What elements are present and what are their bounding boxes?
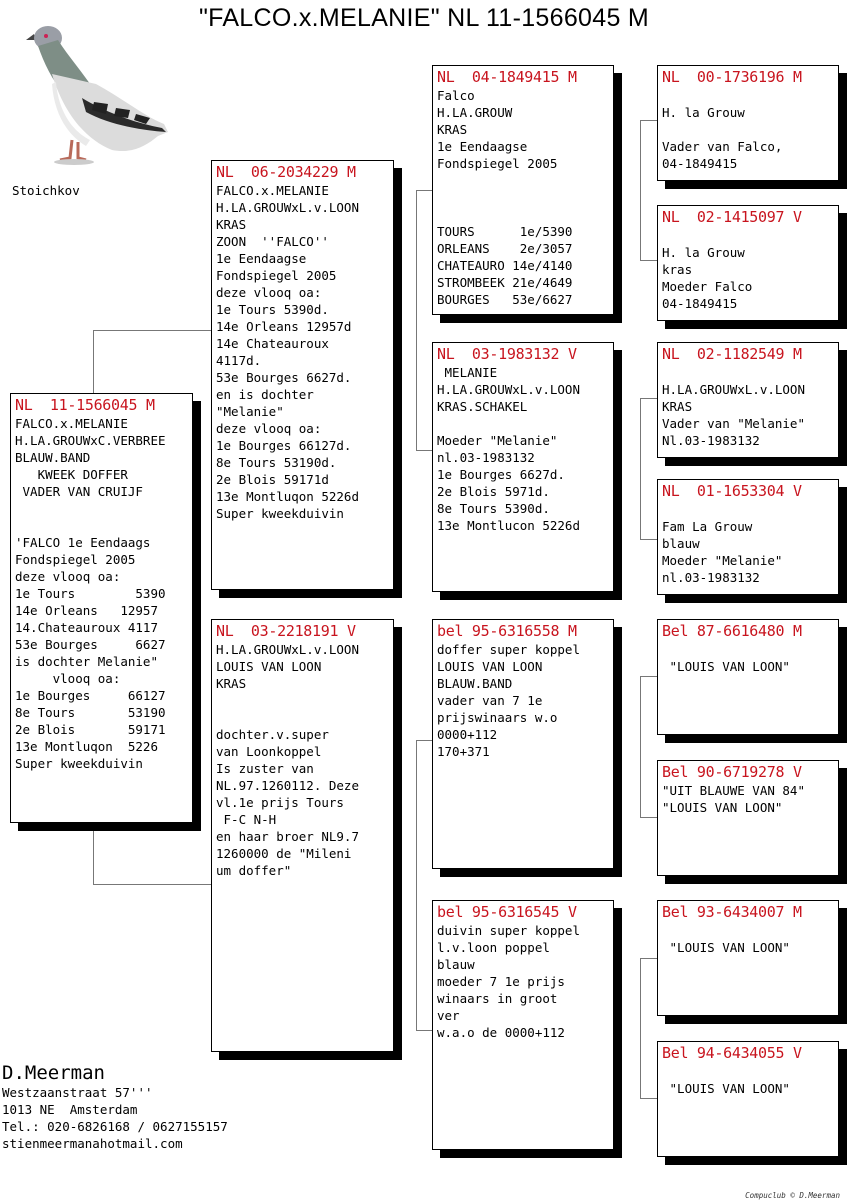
grandfather-maternal-details: doffer super koppel LOUIS VAN LOON BLAUW.BAND vader van 7 1e prijswinaars w.o 0000+112 170+371 — [437, 642, 580, 759]
grandmother-maternal-details: duivin super koppel l.v.loon poppel blauw moeder 7 1e prijs winaars in groot ver w.a.o de 0000+112 — [437, 923, 580, 1040]
owner-city: 1013 NE Amsterdam — [2, 1102, 138, 1117]
connector-ff-fff — [640, 120, 657, 121]
connector-mm-vert — [640, 958, 641, 1099]
subject-card — [10, 393, 193, 823]
ggm-mf-ring: Bel 90-6719278 V — [662, 763, 802, 781]
ggm-mm-card — [657, 1041, 839, 1157]
ggm-mm-details: "LOUIS VAN LOON" — [669, 1081, 790, 1096]
ggm-ff-card — [657, 205, 839, 321]
pedigree-title: "FALCO.x.MELANIE" NL 11-1566045 M — [198, 4, 650, 32]
connector-ff-vert — [640, 120, 641, 261]
ggf-fm-card — [657, 342, 839, 458]
ggf-mm-card — [657, 900, 839, 1016]
mother-details: H.LA.GROUWxL.v.LOON LOUIS VAN LOON KRAS dochter.v.super van Loonkoppel Is zuster van NL.97.1260112. Deze vl.1e prijs Tours F-C N-H en haar broer NL9.7 1260000 de "Mileni um doffer" — [216, 642, 359, 878]
owner-street: Westzaanstraat 57''' — [2, 1085, 153, 1100]
grandfather-paternal-details: Falco H.LA.GROUW KRAS 1e Eendaagse Fondspiegel 2005 TOURS 1e/5390 ORLEANS 2e/3057 CHATEAURO 14e/4140 STROMBEEK 21e/4649 BOURGES 53e/6627 — [437, 88, 573, 307]
connector-subject-mother — [93, 884, 211, 885]
ggf-ff-card — [657, 65, 839, 181]
grandmother-paternal-ring: NL 03-1983132 V — [437, 345, 577, 363]
ggm-mm-ring: Bel 94-6434055 V — [662, 1044, 802, 1062]
mother-ring: NL 03-2218191 V — [216, 622, 356, 640]
ggf-mm-details: "LOUIS VAN LOON" — [669, 940, 790, 955]
owner-name: D.Meerman — [2, 1062, 105, 1084]
connector-fm-fmf — [640, 398, 657, 399]
ggf-mf-details: "LOUIS VAN LOON" — [669, 659, 790, 674]
photo-caption: Stoichkov — [12, 183, 80, 198]
connector-subject-father — [93, 330, 211, 331]
ggm-fm-details: Fam La Grouw blauw Moeder "Melanie" nl.03-1983132 — [662, 519, 783, 585]
ggf-ff-details: H. la Grouw Vader van Falco, 04-1849415 — [662, 105, 783, 171]
connector-ff-ffm — [640, 260, 657, 261]
owner-email: stienmeermanahotmail.com — [2, 1136, 183, 1151]
subject-ring: NL 11-1566045 M — [15, 396, 155, 414]
connector-fm-vert — [640, 398, 641, 540]
father-ring: NL 06-2034229 M — [216, 163, 356, 181]
grandmother-paternal-details: MELANIE H.LA.GROUWxL.v.LOON KRAS.SCHAKEL Moeder "Melanie" nl.03-1983132 1e Bourges 6627d. 2e Blois 5971d. 8e Tours 5390d. 13e Montlucon 5226d — [437, 365, 580, 533]
ggm-ff-ring: NL 02-1415097 V — [662, 208, 802, 226]
subject-details: FALCO.x.MELANIE H.LA.GROUWxC.VERBREE BLAUW.BAND KWEEK DOFFER VADER VAN CRUIJF 'FALCO 1e Eendaags Fondspiegel 2005 deze vlooq oa: 1e Tours 5390 14e Orleans 12957 14.Chateauroux 4117 53e Bourges 6627 is dochter Melanie" vlooq oa: 1e Bourges 66127 8e Tours 53190 2e Blois 59171 13e Montluqon 5226 Super kweekduivin — [15, 416, 166, 771]
mother-card — [211, 619, 394, 1052]
grandmother-paternal-card — [432, 342, 614, 592]
owner-block — [2, 1062, 228, 1152]
ggf-mm-ring: Bel 93-6434007 M — [662, 903, 802, 921]
ggm-fm-ring: NL 01-1653304 V — [662, 482, 802, 500]
ggf-ff-ring: NL 00-1736196 M — [662, 68, 802, 86]
father-card — [211, 160, 394, 590]
connector-father-ff — [416, 190, 432, 191]
connector-mf-mff — [640, 676, 657, 677]
connector-mf-mfm — [640, 817, 657, 818]
connector-mf-vert — [640, 676, 641, 818]
connector-father-fm — [416, 450, 432, 451]
ggm-ff-details: H. la Grouw kras Moeder Falco 04-1849415 — [662, 245, 753, 311]
connector-mm-mmf — [640, 958, 657, 959]
connector-mother-mm — [416, 1030, 432, 1031]
pigeon-photo — [12, 18, 172, 170]
connector-father-vert — [416, 190, 417, 450]
credit-footer: Compuclub © D.Meerman — [745, 1191, 840, 1200]
ggm-fm-card — [657, 479, 839, 595]
grandmother-maternal-ring: bel 95-6316545 V — [437, 903, 577, 921]
ggm-mf-card — [657, 760, 839, 876]
father-details: FALCO.x.MELANIE H.LA.GROUWxL.v.LOON KRAS ZOON ''FALCO'' 1e Eendaagse Fondspiegel 2005 deze vlooq oa: 1e Tours 5390d. 14e Orleans 12957d 14e Chateauroux 4117d. 53e Bourges 6627d. en is dochter "Melanie" deze vlooq oa: 1e Bourges 66127d. 8e Tours 53190d. 2e Blois 59171d 13e Montluqon 5226d Super kweekduivin — [216, 183, 359, 521]
ggf-mf-card — [657, 619, 839, 735]
connector-mm-mmm — [640, 1098, 657, 1099]
ggf-fm-details: H.LA.GROUWxL.v.LOON KRAS Vader van "Melanie" Nl.03-1983132 — [662, 382, 805, 448]
grandfather-paternal-card — [432, 65, 614, 315]
connector-fm-fmm — [640, 539, 657, 540]
ggf-mf-ring: Bel 87-6616480 M — [662, 622, 802, 640]
owner-phone: Tel.: 020-6826168 / 0627155157 — [2, 1119, 228, 1134]
connector-subject-down — [93, 822, 94, 885]
connector-mother-mf — [416, 740, 432, 741]
grandmother-maternal-card — [432, 900, 614, 1150]
ggm-mf-details: "UIT BLAUWE VAN 84" "LOUIS VAN LOON" — [662, 783, 805, 815]
grandfather-maternal-ring: bel 95-6316558 M — [437, 622, 577, 640]
ggf-fm-ring: NL 02-1182549 M — [662, 345, 802, 363]
grandfather-paternal-ring: NL 04-1849415 M — [437, 68, 577, 86]
connector-subject-up — [93, 330, 94, 395]
grandfather-maternal-card — [432, 619, 614, 869]
connector-mother-vert — [416, 740, 417, 1030]
